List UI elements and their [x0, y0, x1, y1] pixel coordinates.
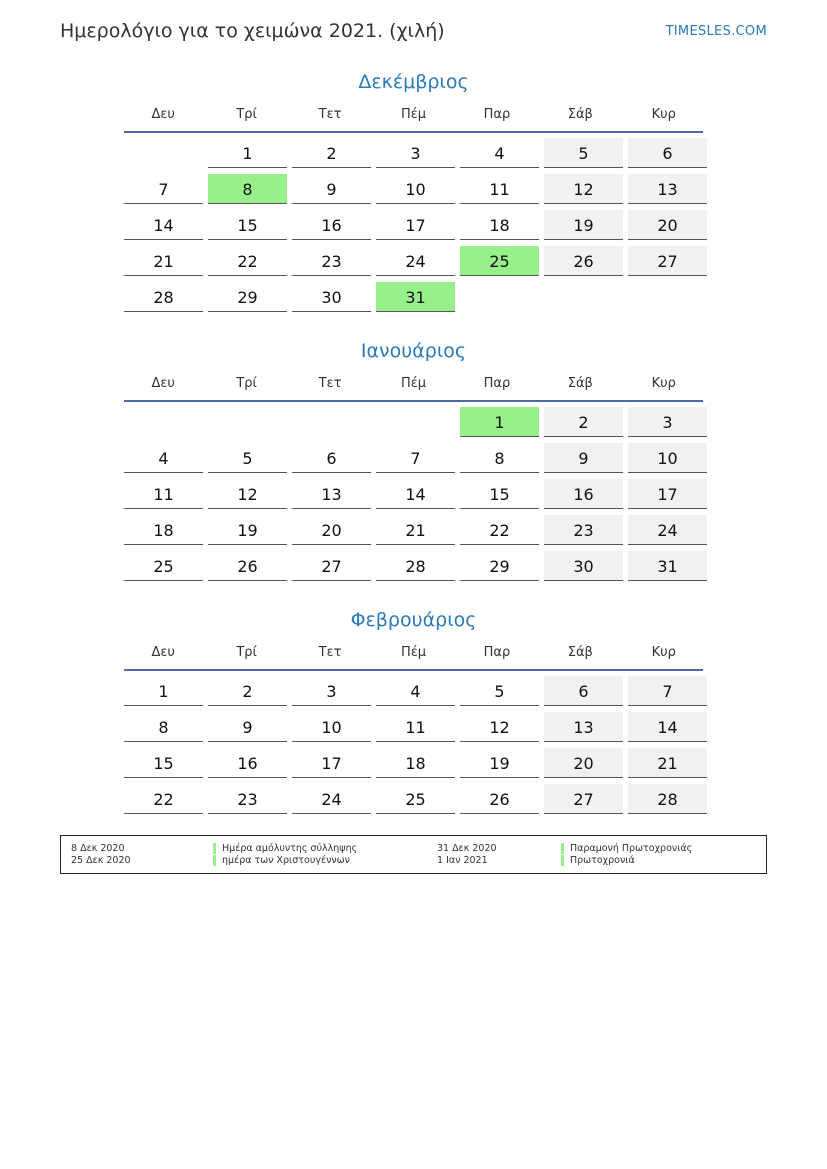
weekday-label: Κυρ [651, 645, 676, 660]
day-cell: 13 [628, 174, 707, 204]
holiday-day-cell: 31 [376, 282, 455, 312]
day-cell: 13 [292, 479, 371, 509]
weekday-label: Πέμ [400, 107, 427, 122]
day-cell: 14 [628, 712, 707, 742]
weekday-label: Σάβ [567, 107, 593, 122]
day-cell: 6 [544, 676, 623, 706]
day-cell: 29 [460, 551, 539, 581]
day-cell: 11 [124, 479, 203, 509]
day-cell: 21 [124, 246, 203, 276]
weekday-label: Τρί [236, 107, 257, 122]
legend-date: 8 Δεκ 2020 [71, 843, 125, 854]
day-cell: 25 [376, 784, 455, 814]
empty-day-cell [208, 407, 287, 437]
day-grid [124, 676, 703, 820]
day-cell: 21 [376, 515, 455, 545]
day-cell: 24 [628, 515, 707, 545]
day-cell: 7 [376, 443, 455, 473]
day-cell: 3 [292, 676, 371, 706]
day-cell: 4 [124, 443, 203, 473]
day-cell: 27 [544, 784, 623, 814]
day-cell: 19 [208, 515, 287, 545]
weekday-label: Δευ [151, 645, 175, 660]
month-title: Δεκέμβριος [358, 71, 469, 93]
legend-holiday-name: Παραμονή Πρωτοχρονιάς [561, 843, 692, 854]
day-cell: 3 [628, 407, 707, 437]
day-cell: 26 [208, 551, 287, 581]
day-cell: 30 [292, 282, 371, 312]
day-grid [124, 138, 703, 318]
weekday-label: Κυρ [651, 107, 676, 122]
day-cell: 27 [292, 551, 371, 581]
day-cell: 10 [628, 443, 707, 473]
month-title: Ιανουάριος [360, 340, 467, 362]
month-february [124, 605, 703, 820]
day-cell: 20 [628, 210, 707, 240]
weekday-label: Τετ [318, 645, 342, 660]
day-cell: 15 [460, 479, 539, 509]
page-title: Ημερολόγιο για το χειμώνα 2021. (χιλή) [60, 20, 445, 42]
day-cell: 9 [292, 174, 371, 204]
weekday-label: Παρ [483, 376, 511, 391]
day-cell: 26 [460, 784, 539, 814]
day-cell: 9 [544, 443, 623, 473]
day-cell: 12 [460, 712, 539, 742]
day-cell: 22 [460, 515, 539, 545]
day-cell: 7 [124, 174, 203, 204]
day-cell: 16 [292, 210, 371, 240]
weekday-label: Τρί [236, 645, 257, 660]
day-cell: 2 [544, 407, 623, 437]
day-cell: 18 [376, 748, 455, 778]
day-cell: 12 [208, 479, 287, 509]
day-cell: 19 [544, 210, 623, 240]
day-cell: 4 [460, 138, 539, 168]
day-cell: 28 [376, 551, 455, 581]
weekday-label: Πέμ [400, 645, 427, 660]
legend-holiday-name: ημέρα των Χριστουγέννων [213, 855, 350, 866]
weekday-label: Κυρ [651, 376, 676, 391]
brand-link[interactable]: TIMESLES.COM [665, 24, 767, 39]
empty-day-cell [124, 138, 203, 168]
day-cell: 3 [376, 138, 455, 168]
day-cell: 8 [460, 443, 539, 473]
day-cell: 17 [628, 479, 707, 509]
month-january [124, 336, 703, 587]
day-cell: 24 [292, 784, 371, 814]
day-cell: 1 [124, 676, 203, 706]
day-cell: 19 [460, 748, 539, 778]
day-cell: 24 [376, 246, 455, 276]
empty-day-cell [292, 407, 371, 437]
day-cell: 27 [628, 246, 707, 276]
weekday-label: Παρ [483, 645, 511, 660]
legend-date: 31 Δεκ 2020 [437, 843, 497, 854]
holiday-legend [60, 835, 767, 874]
day-cell: 22 [208, 246, 287, 276]
day-cell: 8 [124, 712, 203, 742]
day-cell: 14 [376, 479, 455, 509]
day-cell: 17 [292, 748, 371, 778]
day-cell: 9 [208, 712, 287, 742]
day-cell: 6 [292, 443, 371, 473]
legend-holiday-name: Ημέρα αμόλυντης σύλληψης [213, 843, 357, 854]
legend-date: 1 Ιαν 2021 [437, 855, 488, 866]
day-cell: 5 [208, 443, 287, 473]
empty-day-cell [124, 407, 203, 437]
day-cell: 10 [292, 712, 371, 742]
weekday-label: Παρ [483, 107, 511, 122]
day-cell: 1 [208, 138, 287, 168]
weekday-header [124, 641, 703, 671]
day-cell: 23 [208, 784, 287, 814]
day-cell: 25 [124, 551, 203, 581]
month-december [124, 67, 703, 318]
day-cell: 11 [460, 174, 539, 204]
day-cell: 2 [292, 138, 371, 168]
day-cell: 10 [376, 174, 455, 204]
day-cell: 20 [544, 748, 623, 778]
weekday-header [124, 372, 703, 402]
day-cell: 12 [544, 174, 623, 204]
day-cell: 16 [544, 479, 623, 509]
day-cell: 5 [460, 676, 539, 706]
day-cell: 20 [292, 515, 371, 545]
day-cell: 13 [544, 712, 623, 742]
weekday-label: Τρί [236, 376, 257, 391]
legend-holiday-name: Πρωτοχρονιά [561, 855, 635, 866]
day-cell: 11 [376, 712, 455, 742]
day-cell: 29 [208, 282, 287, 312]
weekday-label: Δευ [151, 107, 175, 122]
legend-date: 25 Δεκ 2020 [71, 855, 131, 866]
day-cell: 30 [544, 551, 623, 581]
weekday-label: Τετ [318, 376, 342, 391]
weekday-label: Σάβ [567, 376, 593, 391]
day-cell: 28 [124, 282, 203, 312]
month-title: Φεβρουάριος [350, 609, 477, 631]
day-cell: 6 [628, 138, 707, 168]
day-cell: 18 [460, 210, 539, 240]
day-cell: 7 [628, 676, 707, 706]
day-cell: 23 [292, 246, 371, 276]
weekday-label: Δευ [151, 376, 175, 391]
day-cell: 17 [376, 210, 455, 240]
weekday-label: Πέμ [400, 376, 427, 391]
day-cell: 15 [124, 748, 203, 778]
holiday-day-cell: 25 [460, 246, 539, 276]
day-cell: 5 [544, 138, 623, 168]
day-cell: 26 [544, 246, 623, 276]
day-cell: 14 [124, 210, 203, 240]
day-cell: 22 [124, 784, 203, 814]
weekday-label: Σάβ [567, 645, 593, 660]
weekday-header [124, 103, 703, 133]
day-grid [124, 407, 703, 587]
holiday-day-cell: 1 [460, 407, 539, 437]
day-cell: 21 [628, 748, 707, 778]
day-cell: 18 [124, 515, 203, 545]
day-cell: 2 [208, 676, 287, 706]
day-cell: 16 [208, 748, 287, 778]
empty-day-cell [376, 407, 455, 437]
day-cell: 31 [628, 551, 707, 581]
holiday-day-cell: 8 [208, 174, 287, 204]
day-cell: 28 [628, 784, 707, 814]
day-cell: 4 [376, 676, 455, 706]
day-cell: 23 [544, 515, 623, 545]
page-header [60, 18, 767, 48]
weekday-label: Τετ [318, 107, 342, 122]
day-cell: 15 [208, 210, 287, 240]
